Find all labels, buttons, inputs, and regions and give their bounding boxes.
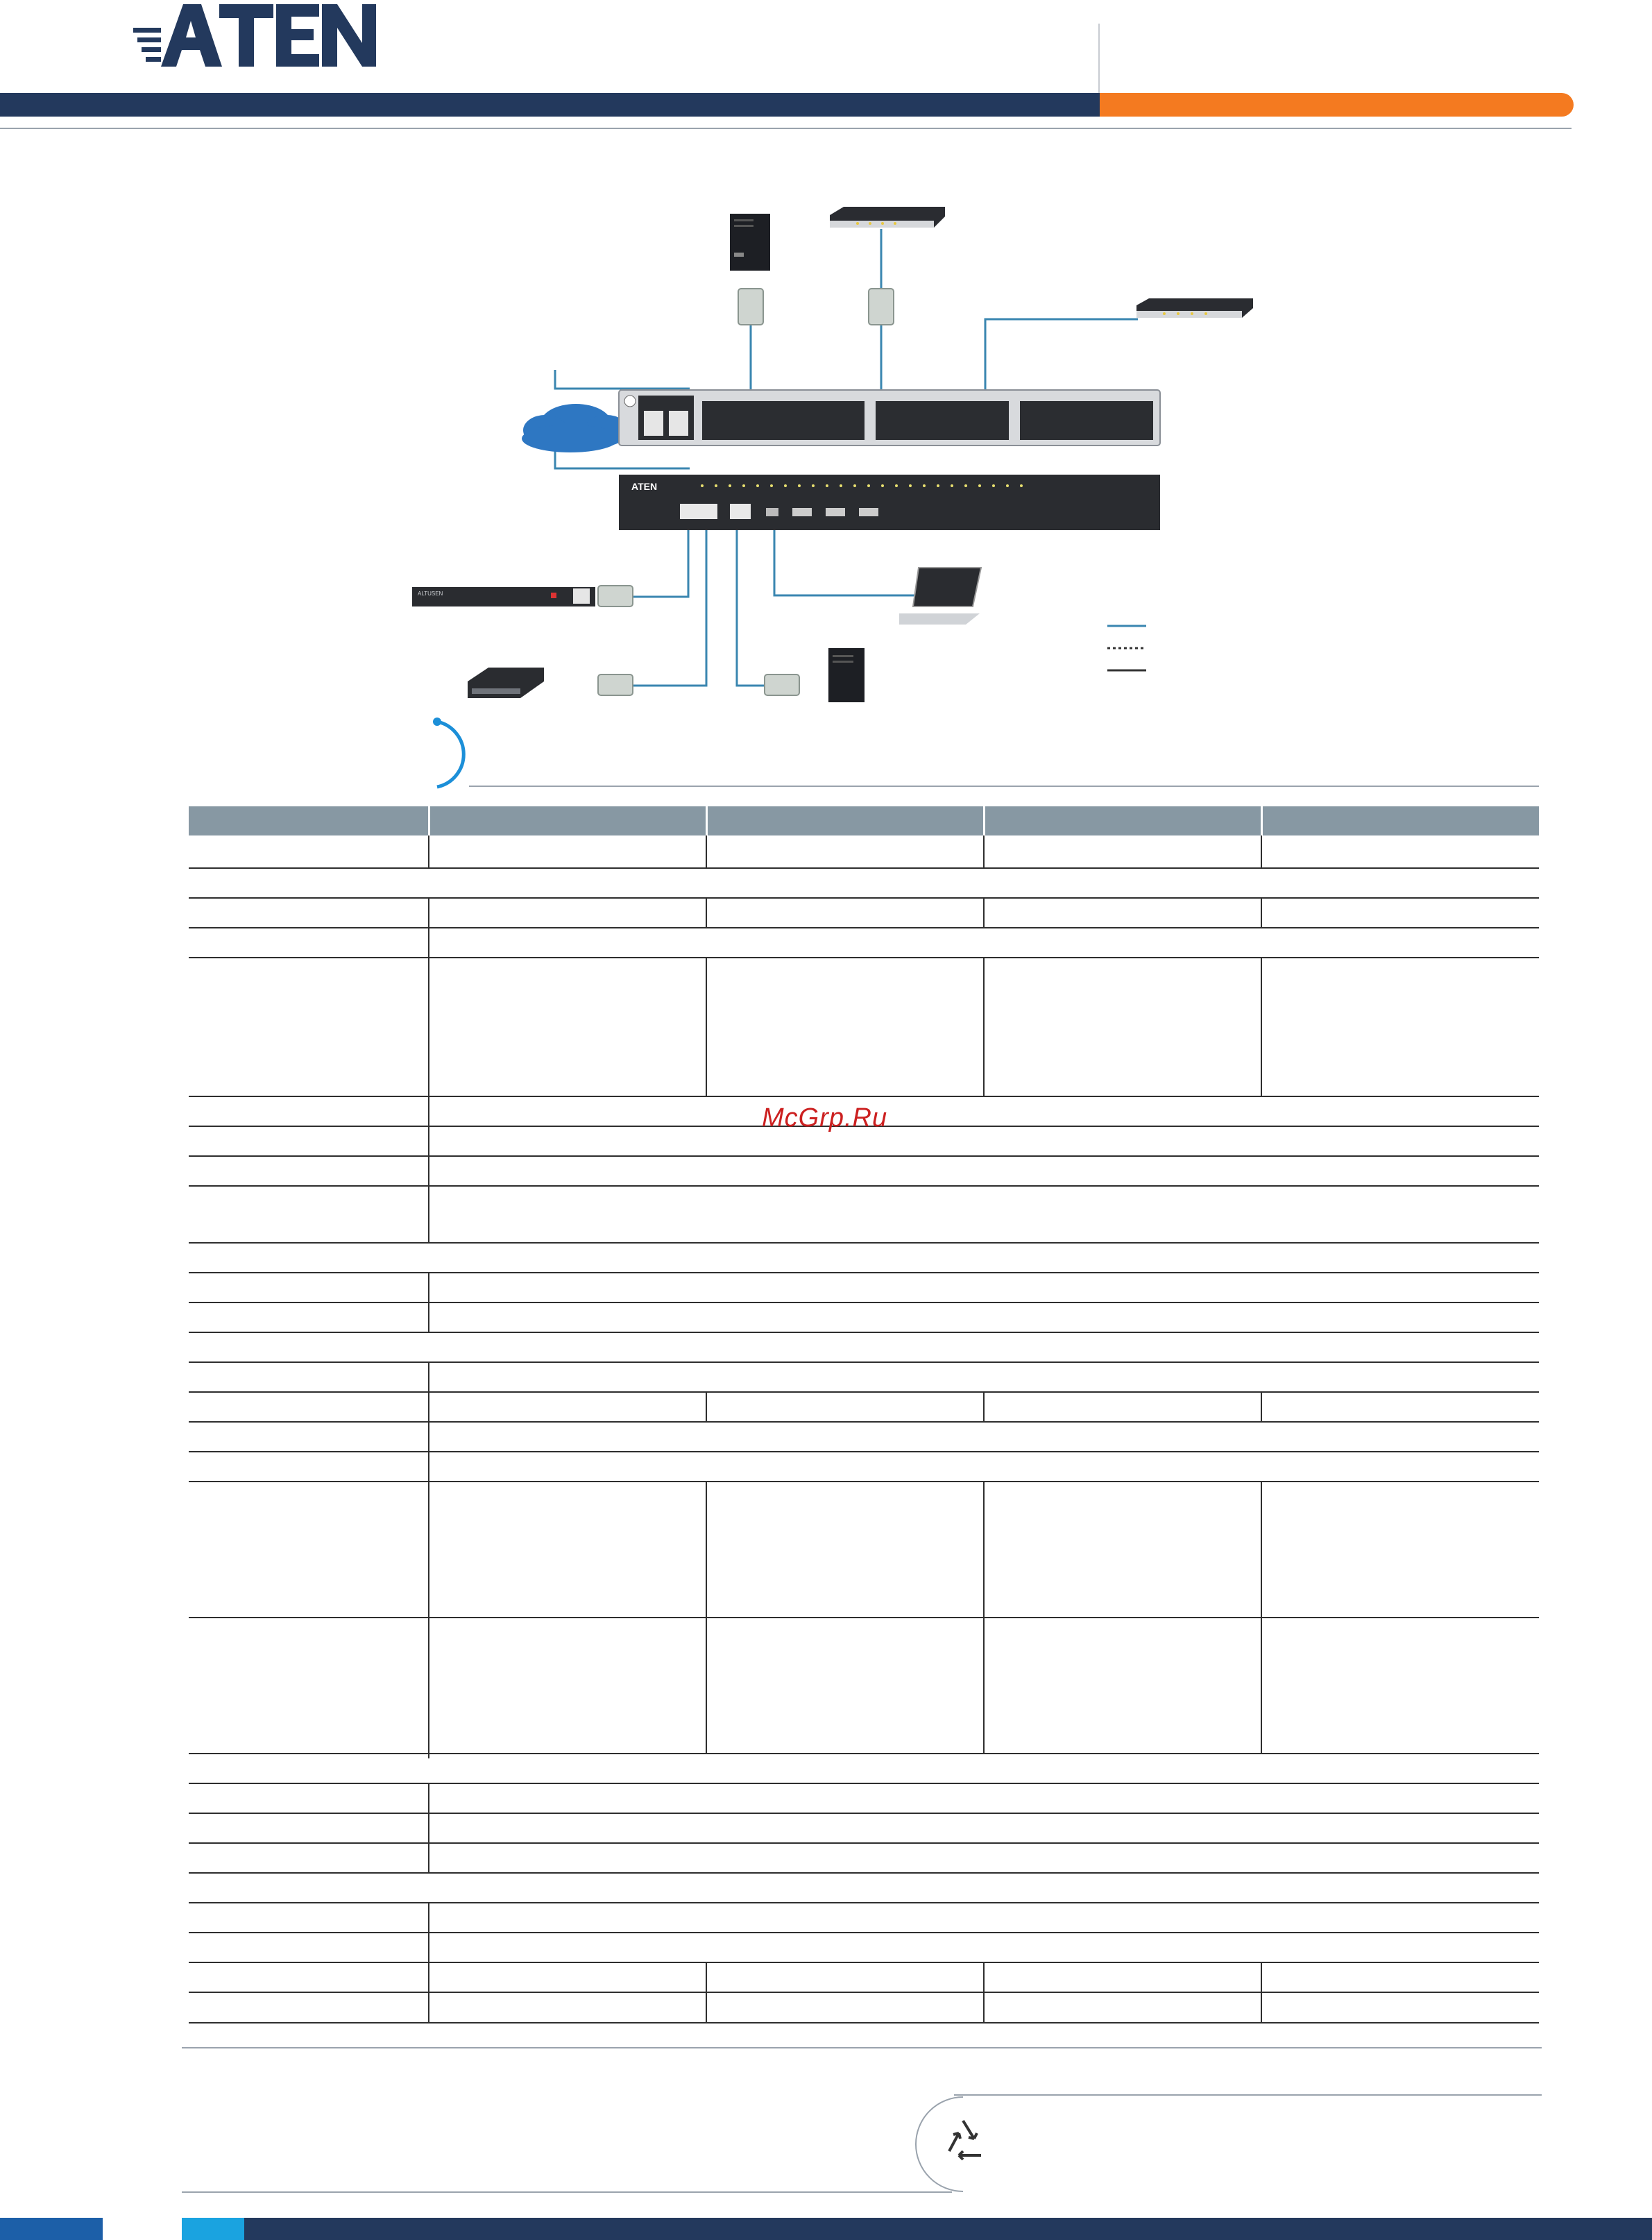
table-col-line	[428, 1096, 429, 1242]
table-col-line	[1261, 957, 1262, 1096]
console-server-unit	[619, 475, 1160, 530]
table-row-line	[189, 1932, 1539, 1933]
table-row-line	[189, 1185, 1539, 1187]
table-col-line	[706, 1391, 707, 1421]
footer-rule	[182, 2047, 1542, 2048]
table-col-line	[706, 897, 707, 927]
kvm-switch-icon	[412, 587, 595, 606]
table-col-line	[983, 1481, 985, 1753]
network-switch-icon	[1136, 298, 1253, 318]
connection-diagram	[389, 201, 1277, 791]
table-row-line	[189, 1617, 1539, 1618]
cable-lines	[555, 229, 1138, 686]
rack-logo-text: ATEN	[631, 481, 658, 492]
table-row-line	[189, 1451, 1539, 1452]
table-col-line	[983, 1391, 985, 1421]
table-col-line	[1261, 1391, 1262, 1421]
table-row-line	[189, 1155, 1539, 1157]
footer-rule-right	[954, 2094, 1542, 2096]
table-row-line	[189, 1813, 1539, 1814]
table-col-line	[428, 1272, 429, 1332]
table-col-line	[983, 1962, 985, 2022]
table-header-sep	[706, 806, 708, 835]
header-bar-orange	[1100, 93, 1574, 117]
table-col-line	[706, 1481, 707, 1753]
table-row-line	[189, 897, 1539, 899]
cloud-icon	[522, 404, 629, 452]
table-header-sep	[428, 806, 430, 835]
table-row-line	[189, 867, 1539, 869]
rack-patch-panel	[619, 390, 1160, 446]
table-row-line	[189, 1272, 1539, 1273]
aten-logo	[133, 0, 383, 71]
table-row-line	[189, 1421, 1539, 1423]
network-switch-icon	[830, 207, 945, 228]
table-row-line	[189, 1992, 1539, 1993]
section-title-rule	[469, 786, 1539, 787]
table-col-line	[1261, 897, 1262, 927]
table-header-sep	[1261, 806, 1263, 835]
table-col-line	[706, 1962, 707, 2022]
table-col-line	[983, 835, 985, 867]
modem-icon	[468, 668, 544, 698]
recycle-icon	[914, 2096, 1012, 2193]
table-row-line	[189, 1481, 1539, 1482]
table-row-line	[189, 1242, 1539, 1244]
footer-bar-navy	[244, 2218, 1652, 2240]
table-col-line	[428, 835, 429, 867]
table-row-line	[189, 957, 1539, 958]
table-row-line	[189, 2022, 1539, 2023]
table-row-line	[189, 1902, 1539, 1903]
table-col-line	[706, 835, 707, 867]
table-row-line	[189, 927, 1539, 928]
kvm-label-text: ALTUSEN	[418, 591, 443, 597]
table-row-line	[189, 1096, 1539, 1097]
table-row-line	[189, 1872, 1539, 1874]
table-row-line	[189, 1842, 1539, 1844]
table-row-line	[189, 1332, 1539, 1333]
table-col-line	[428, 897, 429, 1096]
db9-adapter-icon	[598, 586, 799, 695]
table-col-line	[983, 957, 985, 1096]
table-col-line	[1261, 835, 1262, 867]
table-header-row	[189, 806, 1539, 835]
table-col-line	[428, 1361, 429, 1758]
server-tower-icon	[730, 214, 770, 271]
header-rule	[0, 128, 1572, 129]
table-row-line	[189, 1783, 1539, 1784]
footer-bar-blue	[0, 2218, 103, 2240]
legend-keys	[1107, 626, 1146, 670]
table-row-line	[189, 1302, 1539, 1303]
watermark-text: McGrp.Ru	[762, 1103, 888, 1132]
header-divider	[1098, 24, 1100, 93]
table-header-sep	[983, 806, 985, 835]
table-row-line	[189, 1361, 1539, 1363]
table-col-line	[1261, 1962, 1262, 2022]
server-tower-icon	[828, 648, 865, 702]
table-col-line	[428, 1783, 429, 1872]
table-row-line	[189, 1962, 1539, 1963]
table-col-line	[1261, 1481, 1262, 1753]
db9-adapter-icon	[738, 289, 894, 325]
table-col-line	[983, 897, 985, 927]
section-arc-decoration	[429, 715, 498, 791]
table-row-line	[189, 1391, 1539, 1393]
table-col-line	[706, 957, 707, 1096]
table-row-line	[189, 1753, 1539, 1754]
header-bar-navy	[0, 93, 1100, 117]
footer-rule-left	[182, 2191, 952, 2193]
table-col-line	[428, 1902, 429, 2022]
footer-bar-cyan	[182, 2218, 244, 2240]
